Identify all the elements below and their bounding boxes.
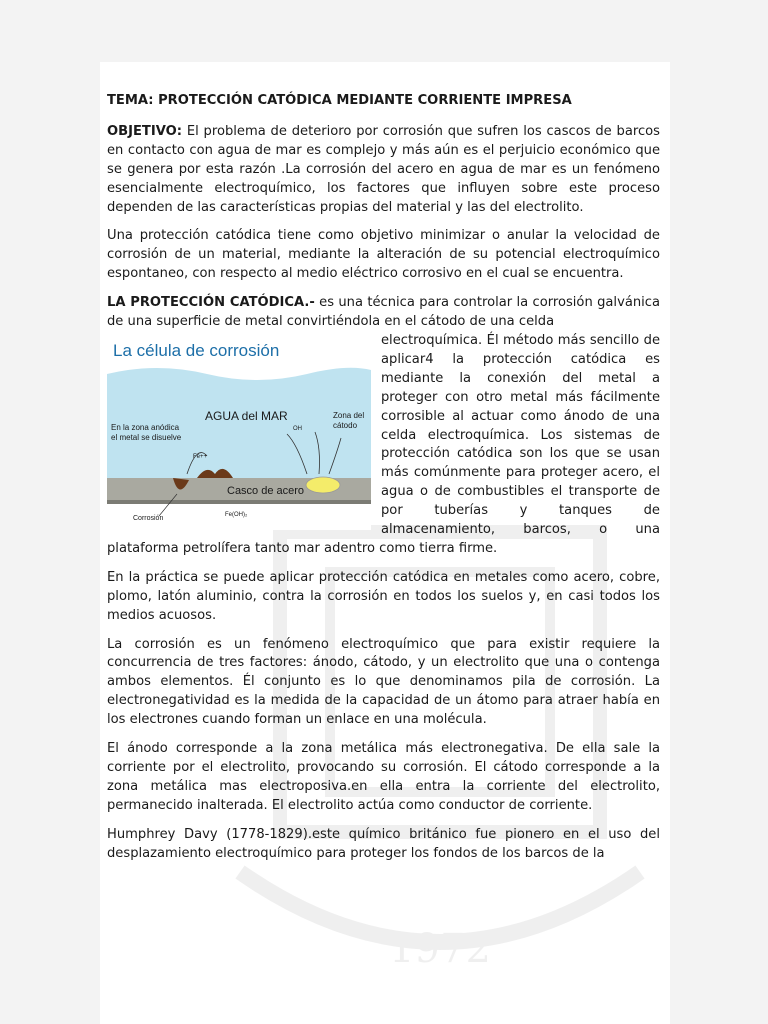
objective-label: OBJETIVO: (107, 123, 183, 139)
anodic-zone-label-line2: el metal se disuelve (111, 432, 182, 442)
corrosion-label: Corrosión (133, 514, 164, 522)
watermark-year: 1972 (389, 926, 491, 972)
corrosion-paragraph: La corrosión es un fenómeno electroquímico que para existir requiere la concurrencia de tres factores: ánodo, cátodo, y un electrolito que una o contenga ambos elementos. Él conjunto es lo que denominamos pila de corrosión. La electronegatividad es la medida de la capacidad de un átomo para atraer había en los electrones cuando forman un enlace en una molécula. (107, 636, 660, 728)
figure-title: La célula de corrosión (113, 340, 280, 360)
section-text-top: es una técnica para controlar la corrosión galvánica de una superficie de metal convirtiéndola en el cátodo de una celda (107, 295, 661, 330)
hull-label: Casco de acero (227, 484, 305, 497)
anodic-zone-label-line1: En la zona anódica (111, 422, 180, 432)
cathode-zone-label-line1: Zona del (333, 410, 365, 420)
practice-paragraph: En la práctica se puede aplicar protección catódica en metales como acero, cobre, plomo, latón aluminio, contra la corrosión en todos los suelos y, en casi todos los medios acuosos. (107, 569, 660, 623)
objective-paragraph (107, 123, 660, 218)
corrosion-cell-figure (107, 334, 371, 530)
section-label: LA PROTECCIÓN CATÓDICA.- (107, 295, 315, 311)
davy-paragraph: Humphrey Davy (1778-1829).este químico británico fue pionero en el uso del desplazamiento electroquímico para proteger los fondos de los barcos de la (107, 826, 660, 861)
cathode-zone-label-line2: cátodo (333, 420, 358, 430)
iron-hydroxide-label: Fe(OH)₂ (225, 511, 248, 518)
cathode-zone-marker (306, 477, 340, 493)
anode-paragraph: El ánodo corresponde a la zona metálica más electronegativa. De ella sale la corriente por el electrolito, provocando su corrosión. El cátodo corresponde a la zona metálica mas electroposiva.en ella entra la corriente del electrolito, permanecido inalterada. El electrolito actúa como conductor de corriente. (107, 741, 660, 813)
document-page (100, 62, 670, 1024)
iron-ion-label: Fe++ (193, 453, 208, 460)
sea-label: AGUA del MAR (205, 408, 288, 423)
document-title: TEMA: PROTECCIÓN CATÓDICA MEDIANTE CORRIENTE IMPRESA (107, 93, 572, 108)
hydroxide-ion-label: OH (293, 425, 302, 432)
document-body (107, 92, 660, 874)
objective-text: El problema de deterioro por corrosión que sufren los cascos de barcos en contacto con agua de mar es complejo y más aún es el perjuicio económico que se genera por esta razón .La corrosión del acero en agua de mar es un fenómeno esencialmente electroquímico, los factores que influyen sobre este proceso dependen de las características propias del material y las del electrolito. (107, 123, 660, 215)
section-wrap-paragraph: electroquímica. Él método más sencillo de aplicar4 la protección catódica es mediante la conexión del metal a proteger con otro metal más fácilmente corrosible al actuar como ánodo de una celda electroquímica. Los sistemas de protección catódica son los que se usan más comúnmente para proteger acero, el agua o de combustibles el transporte de por tuberías y tanques de almacenamiento, barcos, o una plataforma petrolífera tanto mar adentro como tierra firme. (107, 332, 660, 556)
section-intro-paragraph (107, 294, 660, 332)
protection-paragraph: Una protección catódica tiene como objetivo minimizar o anular la velocidad de corrosión de un material, mediante la alteración de su potencial electroquímico espontaneo, con respecto al medio eléctrico corrosivo en el cual se encuentra. (107, 228, 660, 282)
